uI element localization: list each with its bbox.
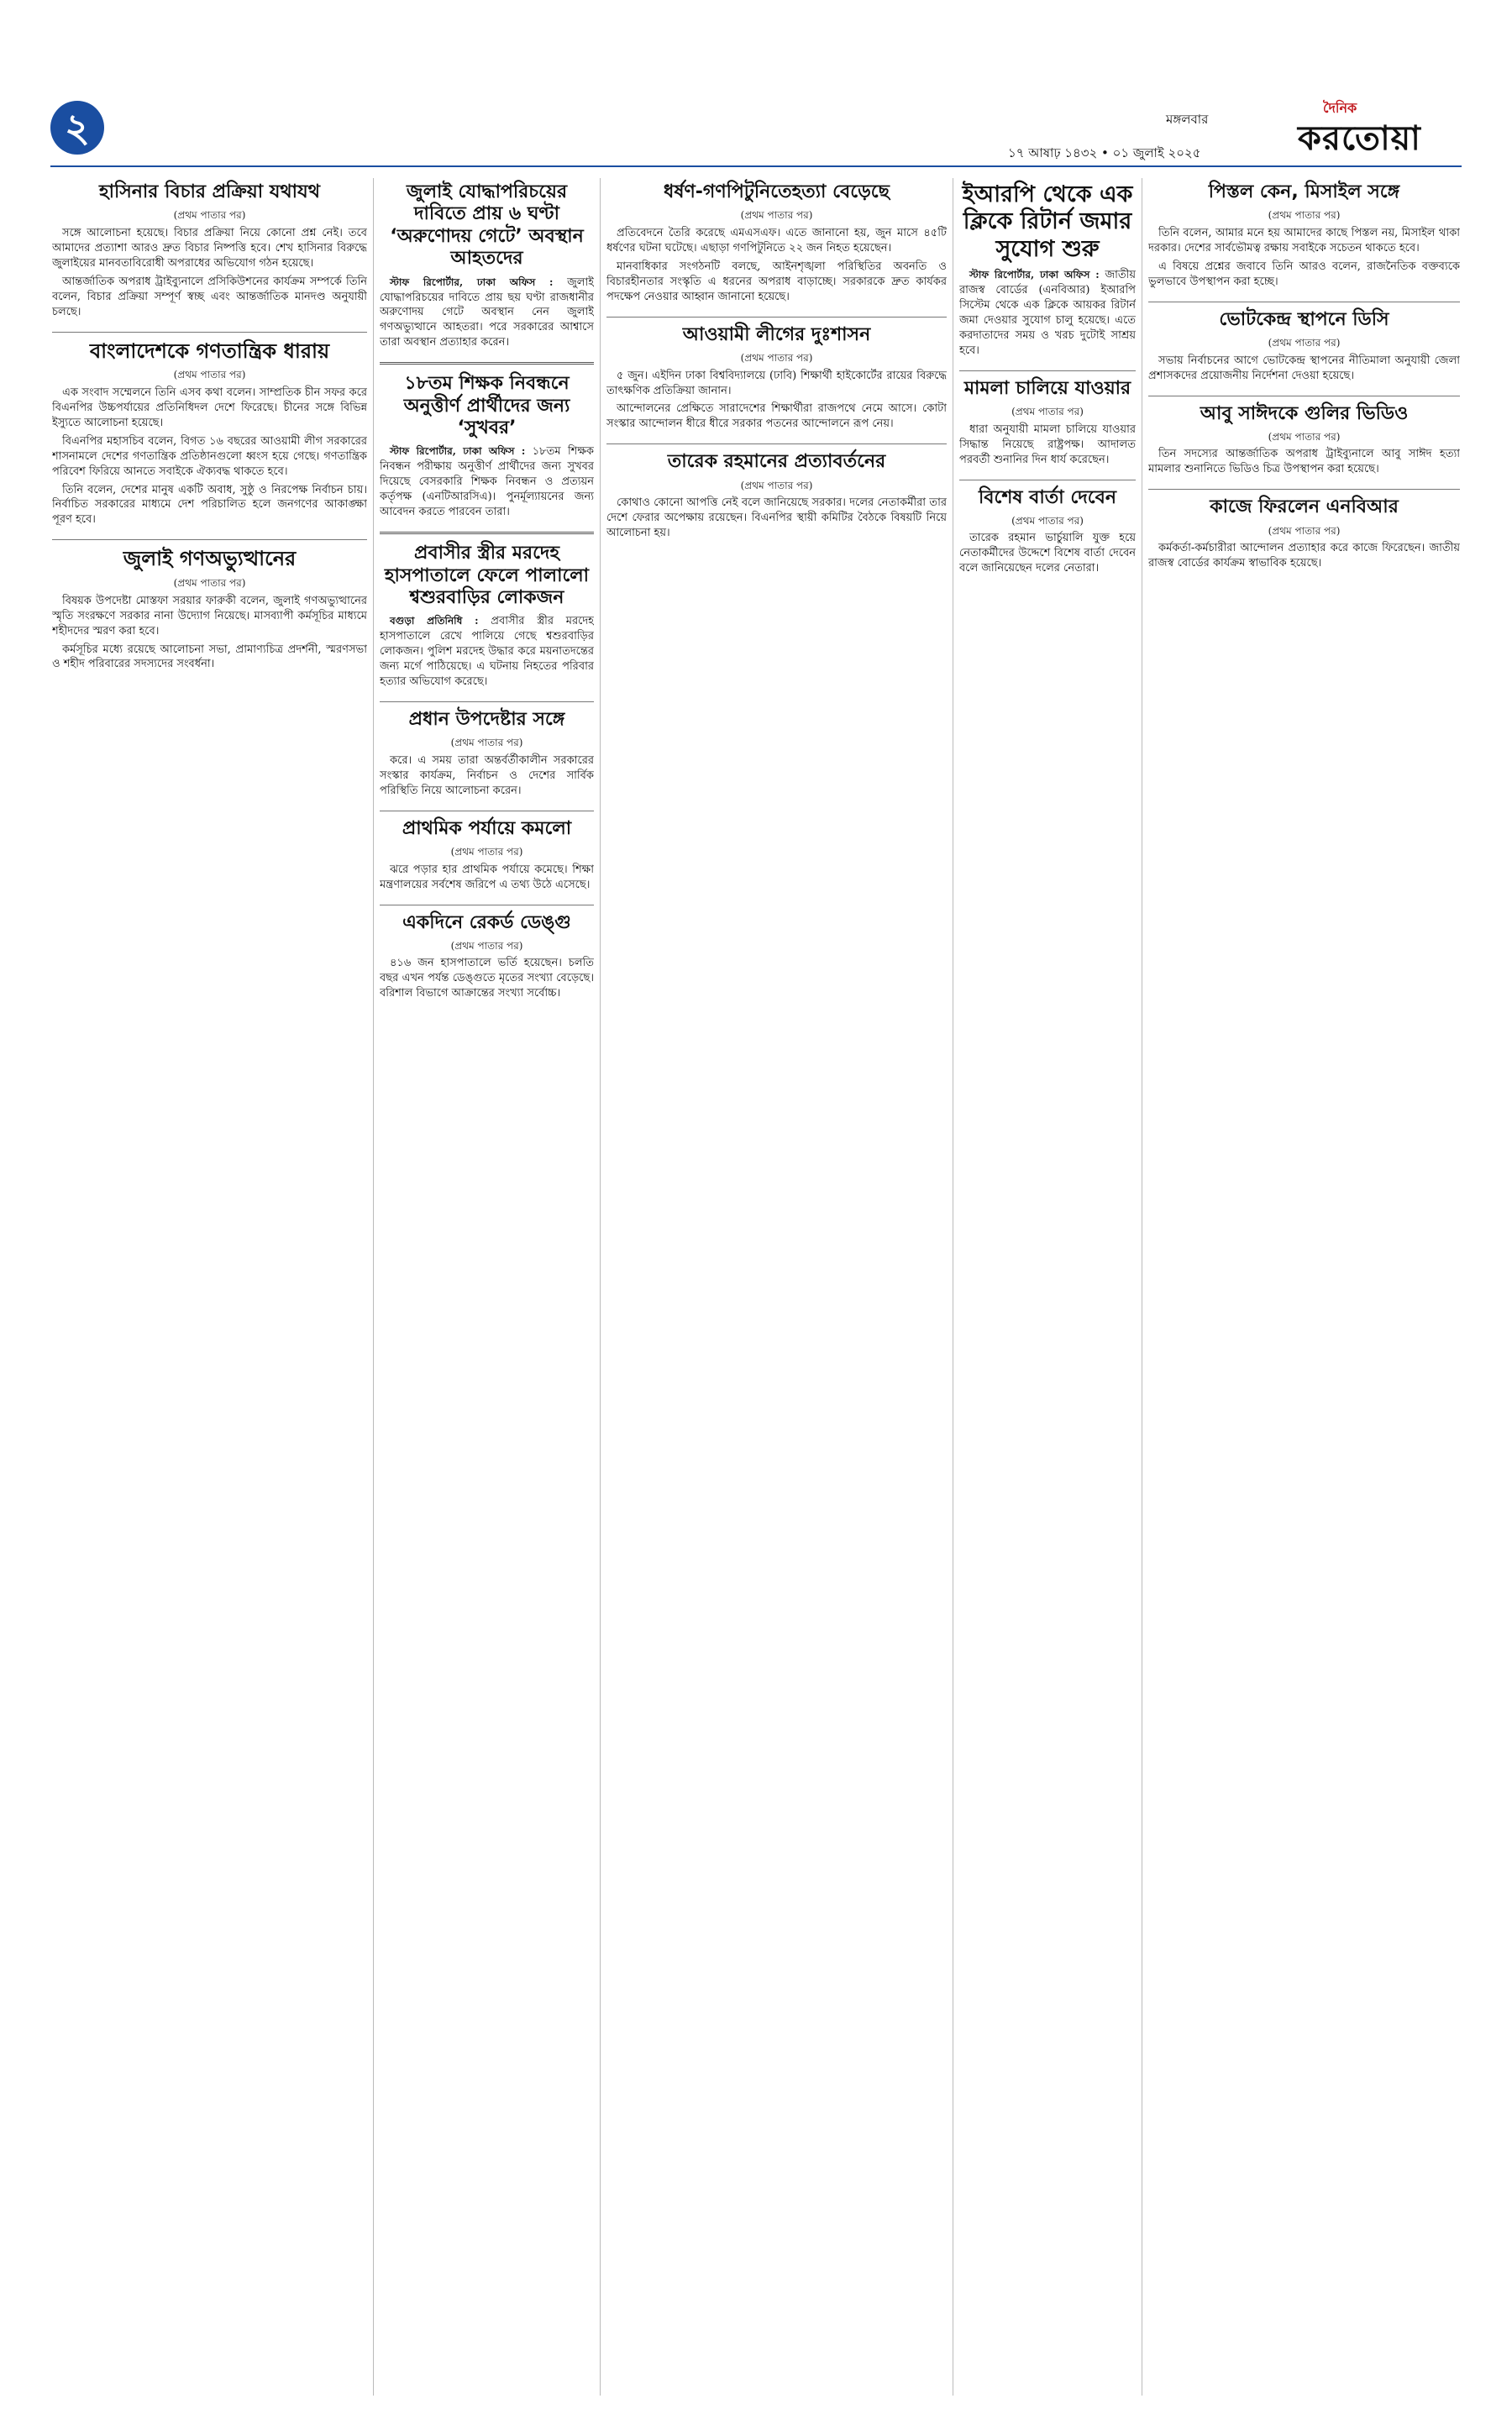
newspaper-logo: করতোয়া [1298, 119, 1421, 158]
headline: কাজে ফিরলেন এনবিআর [1210, 496, 1399, 518]
paragraph: তিনি বলেন, আমার মনে হয় আমাদের কাছে পিস্তল নয়, মিসাইল থাকা দরকার। দেশের সার্বভৌমত্ব রক্ষায় সবাইকে সচেতন থাকতে হবে। [1148, 226, 1460, 255]
continued-note: (প্রথম পাতার পর) [450, 737, 523, 749]
headline: প্রাথমিক পর্যায়ে কমলো [402, 817, 572, 839]
paragraph: তিন সদস্যের আন্তর্জাতিক অপরাধ ট্রাইব্যুনালে আবু সাঈদ হত্যা মামলার শুনানিতে ভিডিও চিত্র উপস্থাপন করা হয়েছে। [1148, 448, 1460, 476]
article-teacher-registration [380, 373, 594, 520]
divider [959, 370, 1136, 371]
article-dengue [380, 912, 594, 1002]
article-tarique-return [606, 451, 947, 541]
paragraph: প্রবাসীর স্ত্রীর মরদেহ হাসপাতালে রেখে পালিয়ে গেছে শ্বশুরবাড়ির লোকজন। পুলিশ মরদেহ উদ্ধার করে ময়নাতদন্তের জন্য মর্গে পাঠিয়েছে। এ ঘটনায় নিহতের পরিবার হত্যার অভিযোগ করেছে। [380, 615, 594, 689]
byline: বগুড়া প্রতিনিধি : [390, 615, 479, 627]
continued-note: (প্রথম পাতার পর) [1268, 209, 1341, 222]
divider [380, 362, 594, 365]
article-awami-misrule [606, 324, 947, 433]
continued-note: (প্রথম পাতার পর) [740, 209, 813, 222]
masthead [0, 0, 1512, 176]
byline: স্টাফ রিপোর্টার, ঢাকা অফিস : [390, 276, 554, 288]
paragraph: জাতীয় রাজস্ব বোর্ডের (এনবিআর) ইআরপি সিস্টেম থেকে এক ক্লিকে আয়কর রিটার্ন জমা দেওয়ার সুযোগ চালু হয়েছে। এতে করদাতাদের সময় ও খরচ দুটোই সাশ্রয় হবে। [959, 269, 1136, 357]
divider [606, 317, 947, 318]
byline: স্টাফ রিপোর্টার, ঢাকা অফিস : [969, 269, 1100, 281]
paragraph: আন্দোলনের প্রেক্ষিতে সারাদেশের শিক্ষার্থীরা রাজপথে নেমে আসে। কোটা সংস্কার আন্দোলন ধীরে ধীরে সরকার পতনের আন্দোলনে রূপ নেয়। [606, 402, 947, 431]
paragraph: কর্মকর্তা-কর্মচারীরা আন্দোলন প্রত্যাহার করে কাজে ফিরেছেন। জাতীয় রাজস্ব বোর্ডের কার্যক্রম স্বাভাবিক হয়েছে। [1148, 542, 1460, 570]
continued-note: (প্রথম পাতার পর) [740, 479, 813, 491]
paragraph: সভায় নির্বাচনের আগে ভোটকেন্দ্র স্থাপনের নীতিমালা অনুযায়ী জেলা প্রশাসকদের প্রয়োজনীয় নির্দেশনা দেওয়া হয়েছে। [1148, 354, 1460, 382]
article-erp-return [959, 181, 1136, 359]
continued-note: (প্রথম পাতার পর) [1011, 406, 1084, 418]
headline: পিস্তল কেন, মিসাইল সঙ্গে [1208, 181, 1400, 202]
column-1 [52, 178, 367, 2396]
column-2 [380, 178, 594, 2396]
paragraph: বিএনপির মহাসচিব বলেন, বিগত ১৬ বছরের আওয়ামী লীগ সরকারের শাসনামলে দেশের গণতান্ত্রিক প্রতিষ্ঠানগুলো ধ্বংস হয়ে গেছে। গণতান্ত্রিক পরিবেশ ফিরিয়ে আনতে সবাইকে ঐক্যবদ্ধ থাকতে হবে। [52, 434, 367, 478]
paragraph: তিনি বলেন, দেশের মানুষ একটি অবাধ, সুষ্ঠু ও নিরপেক্ষ নির্বাচন চায়। নির্বাচিত সরকারের মাধ্যমে দেশ পরিচালিত হলে জনগণের আকাঙ্ক্ষা পূরণ হবে। [52, 483, 367, 527]
article-hasina-trial [52, 181, 367, 320]
column-4 [959, 178, 1136, 2396]
paragraph: এ বিষয়ে প্রশ্নের জবাবে তিনি আরও বলেন, রাজনৈতিক বক্তব্যকে ভুলভাবে উপস্থাপন করা হচ্ছে। [1148, 260, 1460, 288]
headline: জুলাই গণঅভ্যুত্থানের [123, 547, 297, 571]
headline: তারেক রহমানের প্রত্যাবর্তনের [667, 451, 886, 473]
article-abu-sayeed-video [1148, 403, 1460, 478]
headline: ইআরপি থেকে এক ক্লিকে রিটার্ন জমার সুযোগ শুরু [962, 181, 1133, 262]
column-divider [373, 178, 374, 2396]
article-primary-level [380, 818, 594, 893]
continued-note: (প্রথম পাতার পর) [173, 369, 246, 381]
continued-note: (প্রথম পাতার পর) [173, 209, 246, 222]
paragraph: এক সংবাদ সম্মেলনে তিনি এসব কথা বলেন। সাম্প্রতিক চীন সফর করে বিএনপির উচ্চপর্যায়ের প্রতিনিধিদল দেশে ফিরেছে। চীনের সঙ্গে বিভিন্ন ইস্যুতে আলোচনা হয়েছে। [52, 386, 367, 429]
paragraph: ধারা অনুযায়ী মামলা চালিয়ে যাওয়ার সিদ্ধান্ত নিয়েছে রাষ্ট্রপক্ষ। আদালত পরবর্তী শুনানির দিন ধার্য করেছেন। [959, 422, 1136, 466]
paragraph: তারেক রহমান ভার্চুয়ালি যুক্ত হয়ে নেতাকর্মীদের উদ্দেশে বিশেষ বার্তা দেবেন বলে জানিয়েছেন দলের নেতারা। [959, 532, 1136, 575]
column-3 [606, 178, 947, 2396]
article-july-fighters [380, 181, 594, 350]
paragraph: কোথাও কোনো আপত্তি নেই বলে জানিয়েছে সরকার। দলের নেতাকর্মীরা তার দেশে ফেরার অপেক্ষায় রয়েছেন। বিএনপির স্থায়ী কমিটির বৈঠকে বিষয়টি নিয়ে আলোচনা হয়। [606, 496, 947, 540]
divider [606, 443, 947, 444]
headline: আওয়ামী লীগের দুঃশাসন [682, 323, 871, 345]
continued-note: (প্রথম পাতার পর) [1268, 524, 1341, 537]
headline: ধর্ষণ-গণপিটুনিতেহত্যা বেড়েছে [664, 181, 890, 202]
day-label: মঙ্গলবার [1166, 112, 1209, 127]
continued-note: (প্রথম পাতার পর) [1268, 430, 1341, 443]
headline: আবু সাঈদকে গুলির ভিডিও [1200, 402, 1409, 424]
divider [1148, 489, 1460, 490]
paragraph: মানবাধিকার সংগঠনটি বলছে, আইনশৃঙ্খলা পরিস্থিতির অবনতি ও বিচারহীনতার সংস্কৃতি এ ধরনের অপরাধ বাড়াচ্ছে। সরকারকে দ্রুত কার্যকর পদক্ষেপ নেওয়ার আহ্বান জানানো হয়েছে। [606, 260, 947, 303]
headline: ১৮তম শিক্ষক নিবন্ধনে অনুত্তীর্ণ প্রার্থীদের জন্য ‘সুখবর’ [403, 373, 570, 439]
page-number-badge: ২ [50, 101, 104, 155]
article-chief-adviser [380, 709, 594, 799]
headline: বিশেষ বার্তা দেবেন [978, 486, 1117, 508]
article-rape-mob-killing [606, 181, 947, 305]
paragraph: কর্মসূচির মধ্যে রয়েছে আলোচনা সভা, প্রামাণ্যচিত্র প্রদর্শনী, স্মরণসভা ও শহীদ পরিবারের সদস্যদের সংবর্ধনা। [52, 643, 367, 671]
paragraph: ৫ জুন। এইদিন ঢাকা বিশ্ববিদ্যালয়ে (ঢাবি) শিক্ষার্থী হাইকোর্টের রায়ের বিরুদ্ধে তাৎক্ষণিক প্রতিক্রিয়া জানান। [606, 369, 947, 397]
continued-note: (প্রথম পাতার পর) [450, 846, 523, 858]
headline: ভোটকেন্দ্র স্থাপনে ডিসি [1219, 308, 1389, 330]
paragraph: জুলাই যোদ্ধাপরিচয়ের দাবিতে প্রায় ছয় ঘণ্টা রাজধানীর অরুণোদয় গেটে অবস্থান নেন জুলাই গণঅভ্যুত্থানে আহতরা। পরে সরকারের আশ্বাসে তারা অবস্থান প্রত্যাহার করেন। [380, 276, 594, 349]
paragraph: করে। এ সময় তারা অন্তর্বর্তীকালীন সরকারের সংস্কার কার্যক্রম, নির্বাচন ও দেশের সার্বিক পরিস্থিতি নিয়ে আলোচনা করেন। [380, 753, 594, 797]
article-expat-wife [380, 543, 594, 690]
article-democratic-path [52, 339, 367, 528]
article-polling-centre [1148, 309, 1460, 384]
paragraph: আন্তর্জাতিক অপরাধ ট্রাইব্যুনালে প্রসিকিউশনের কার্যক্রম সম্পর্কে তিনি বলেন, বিচার প্রক্রিয়া সম্পূর্ণ স্বচ্ছ এবং আন্তর্জাতিক মানদণ্ড অনুযায়ী চলছে। [52, 275, 367, 318]
article-nbr-return [1148, 496, 1460, 571]
headline: একদিনে রেকর্ড ডেঙ্গু [402, 911, 571, 933]
header-rule [50, 165, 1462, 167]
paragraph: ১৮তম শিক্ষক নিবন্ধন পরীক্ষায় অনুত্তীর্ণ প্রার্থীদের জন্য সুখবর দিয়েছে বেসরকারি শিক্ষক নিবন্ধন ও প্রত্যয়ন কর্তৃপক্ষ (এনটিআরসিএ)। পুনর্মূল্যায়নের জন্য আবেদন করতে পারবেন তারা। [380, 445, 594, 519]
article-july-uprising [52, 547, 367, 672]
divider [380, 701, 594, 702]
divider [52, 332, 367, 333]
continued-note: (প্রথম পাতার পর) [1011, 514, 1084, 527]
headline: হাসিনার বিচার প্রক্রিয়া যথাযথ [99, 181, 320, 202]
divider [52, 539, 367, 540]
paragraph: সঙ্গে আলোচনা হয়েছে। বিচার প্রক্রিয়া নিয়ে কোনো প্রশ্ন নেই। তবে আমাদের প্রত্যাশা আরও দ্রুত বিচার নিষ্পত্তি হবে। শেখ হাসিনার বিরুদ্ধে জুলাইয়ের মানবতাবিরোধী অপরাধের অভিযোগ গঠন হয়েছে। [52, 226, 367, 270]
continued-note: (প্রথম পাতার পর) [450, 939, 523, 952]
divider [380, 532, 594, 534]
article-continue-case [959, 378, 1136, 468]
byline: স্টাফ রিপোর্টার, ঢাকা অফিস : [390, 445, 526, 458]
paragraph: বিষয়ক উপদেষ্টা মোস্তফা সরয়ার ফারুকী বলেন, জুলাই গণঅভ্যুত্থানের স্মৃতি সংরক্ষণে সরকার নানা উদ্যোগ নিয়েছে। মাসব্যাপী কর্মসূচির মাধ্যমে শহীদদের স্মরণ করা হবে। [52, 594, 367, 638]
article-pistol-missile [1148, 181, 1460, 290]
column-5 [1148, 178, 1460, 2396]
continued-note: (প্রথম পাতার পর) [173, 577, 246, 590]
headline: মামলা চালিয়ে যাওয়ার [963, 377, 1131, 399]
headline: বাংলাদেশকে গণতান্ত্রিক ধারায় [89, 339, 330, 363]
headline: প্রবাসীর স্ত্রীর মরদেহ হাসপাতালে ফেলে পালালো শ্বশুরবাড়ির লোকজন [384, 543, 590, 608]
headline: জুলাই যোদ্ধাপরিচয়ের দাবিতে প্রায় ৬ ঘণ্টা ‘অরুণোদয় গেটে’ অবস্থান আহতদের [390, 181, 584, 270]
continued-note: (প্রথম পাতার পর) [740, 352, 813, 365]
newspaper-prefix: দৈনিক [1323, 100, 1357, 116]
continued-note: (প্রথম পাতার পর) [1268, 337, 1341, 349]
headline: প্রধান উপদেষ্টার সঙ্গে [408, 708, 565, 730]
paragraph: প্রতিবেদনে তৈরি করেছে এমএসএফ। এতে জানানো হয়, জুন মাসে ৪৫টি ধর্ষণের ঘটনা ঘটেছে। এছাড়া গণপিটুনিতে ২২ জন নিহত হয়েছেন। [606, 226, 947, 255]
date-label: ১৭ আষাঢ় ১৪৩২ • ০১ জুলাই ২০২৫ [1008, 145, 1201, 160]
article-special-message [959, 487, 1136, 577]
paragraph: ৪১৬ জন হাসপাতালে ভর্তি হয়েছেন। চলতি বছর এখন পর্যন্ত ডেঙ্গুতে মৃতের সংখ্যা বেড়েছে। বরিশাল বিভাগে আক্রান্তের সংখ্যা সর্বোচ্চ। [380, 957, 594, 1000]
column-divider [600, 178, 601, 2396]
paragraph: ঝরে পড়ার হার প্রাথমিক পর্যায়ে কমেছে। শিক্ষা মন্ত্রণালয়ের সর্বশেষ জরিপে এ তথ্য উঠে এসেছে। [380, 863, 594, 891]
